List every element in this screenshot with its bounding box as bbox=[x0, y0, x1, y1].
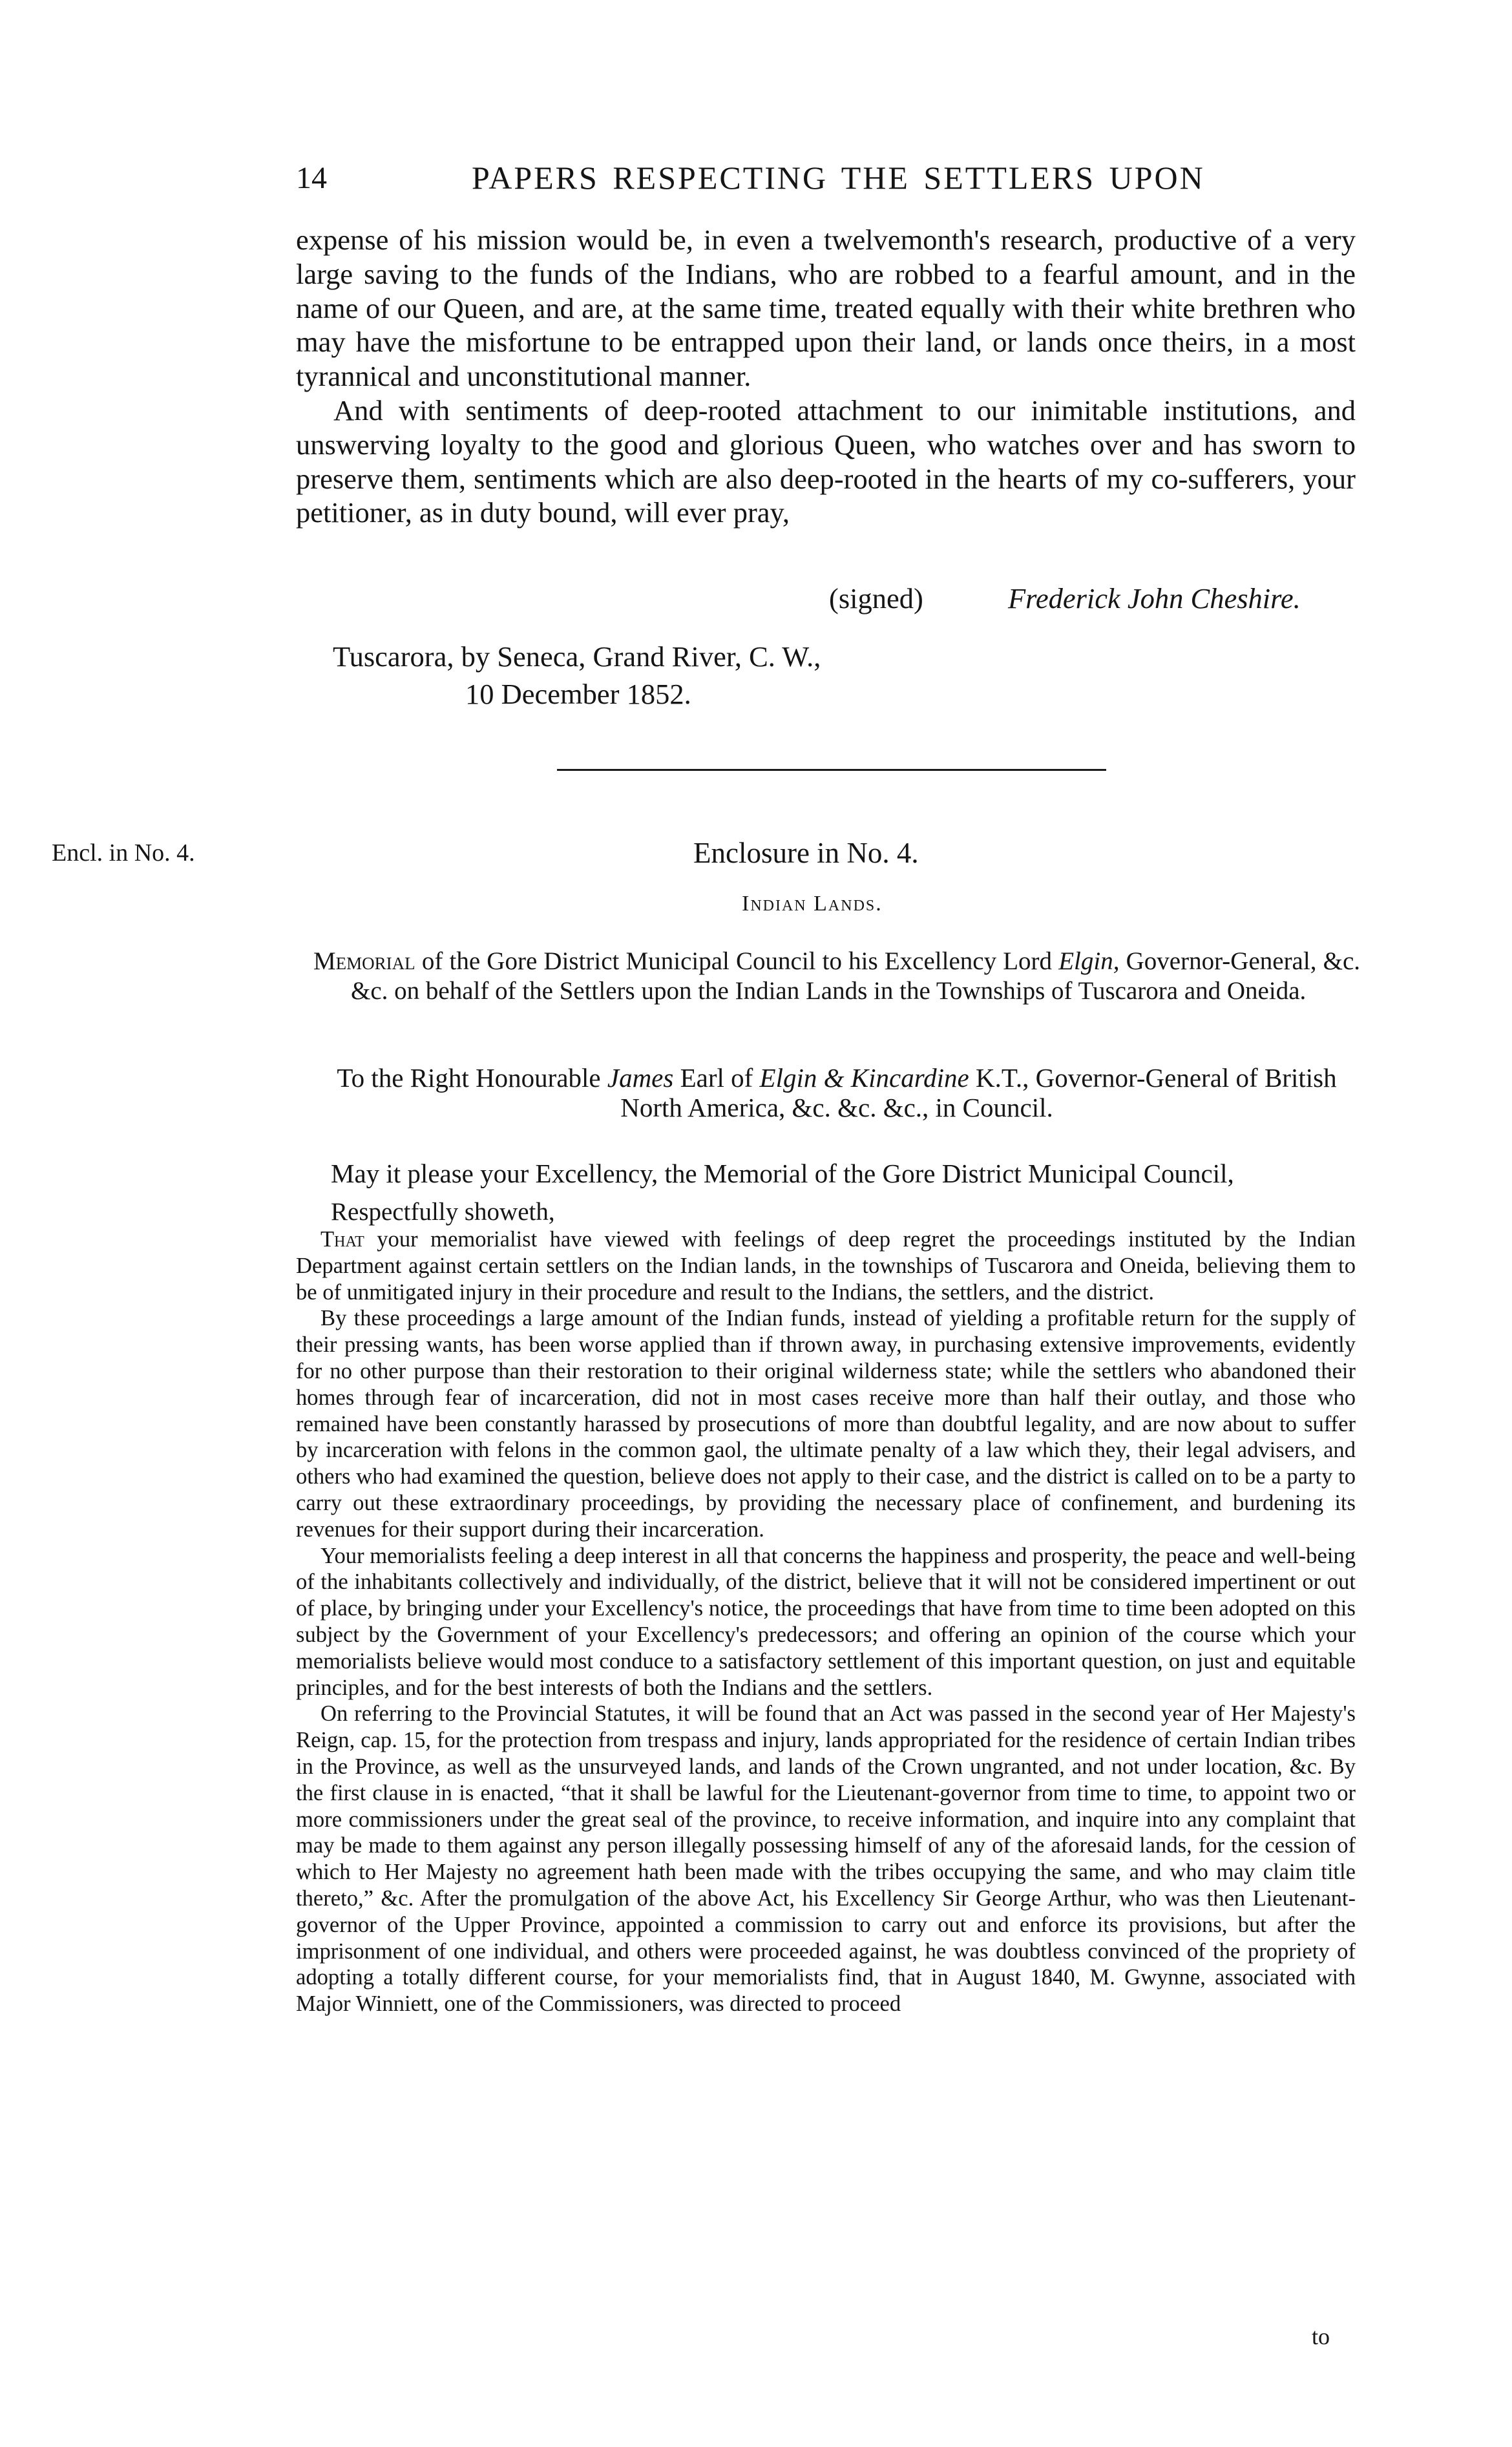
section-divider bbox=[557, 769, 1106, 771]
memorial-lead-word: Memorial bbox=[313, 947, 415, 975]
memorial-title bbox=[313, 947, 1360, 1006]
memorial-paragraph: By these proceedings a large amount of the Indian funds, instead of yielding a profitable return for the supply of their pressing wants, has been worse applied than if thrown away, in purchasing extensive improvements, evidently for no other purpose than their restoration to their original wilderness state; while the settlers who abandoned their homes through fear of incarceration, did not in most cases receive more than half their outlay, and those who remained have been constantly harassed by prosecutions of more than doubtful legality, and are now about to suffer by incarceration with felons in the common gaol, the ultimate penalty of a law which they, their legal advisers, and others who had examined the question, believe does not apply to their case, and the district is called on to be a party to carry out these extraordinary proceedings, by providing the necessary place of confinement, and burdening its revenues for their support during their incarceration. bbox=[296, 1306, 1356, 1542]
memorial-paragraph-text: your memorialist have viewed with feelings of deep regret the proceedings instituted by the Indian Department against certain settlers on the Indian lands, in the townships of Tuscarora and Oneida, believing them to be of unmitigated injury in their procedure and result to the Indians, the settlers, and the district. bbox=[296, 1227, 1356, 1305]
running-head: PAPERS RESPECTING THE SETTLERS UPON bbox=[472, 160, 1205, 196]
address-name: James bbox=[607, 1063, 674, 1093]
petition-paragraph: And with sentiments of deep-rooted attachment to our inimitable institutions, and unswerving loyalty to the good and glorious Queen, who watches over and has sworn to preserve them, sentiments which are also deep-rooted in the hearts of my co-sufferers, your petitioner, as in duty bound, will ever pray, bbox=[296, 394, 1356, 529]
memorial-paragraph: On referring to the Provincial Statutes, it will be found that an Act was passed in the second year of Her Majesty's Reign, cap. 15, for the protection from trespass and injury, lands appropriated for the residence of certain Indian tribes in the Province, as well as the unsurveyed lands, and lands of the Crown ungranted, and not under location, &c. By the first clause in is enacted, “that it shall be lawful for the Lieutenant-governor from time to time, to appoint two or more commissioners under the great seal of the province, to receive information, and inquire into any complaint that may be made to them against any person illegally possessing himself of any of the aforesaid lands, for the cession of which to Her Majesty no agreement hath been made with the tribes occupying the same, and who may claim title thereto,” &c. After the promulgation of the above Act, his Excellency Sir George Arthur, who was then Lieutenant-governor of the Upper Province, appointed a commission to carry out and enforce its provisions, but after the imprisonment of one individual, and others were proceeded against, he was doubtless convinced of the propriety of adopting a totally different course, for your memorialists find, that in August 1840, M. Gwynne, associated with Major Winniett, one of the Commissioners, was directed to proceed bbox=[296, 1701, 1356, 2017]
margin-note: Encl. in No. 4. bbox=[52, 839, 195, 866]
address-text: To the Right Honourable bbox=[337, 1063, 607, 1093]
memorial-showeth: Respectfully showeth, bbox=[331, 1198, 555, 1226]
memorial-title-text: of the Gore District Municipal Council to his Excellency Lord bbox=[415, 947, 1059, 975]
address bbox=[313, 1063, 1360, 1122]
signature: Frederick John Cheshire. bbox=[1008, 582, 1301, 614]
enclosure-heading: Enclosure in No. 4. bbox=[693, 837, 919, 869]
memorial-title-text: Governor-General, &c. &c. on behalf of the Settlers upon the Indian Lands in the Townships of Tuscarora and Oneida. bbox=[351, 947, 1361, 1005]
place-line: Tuscarora, by Seneca, Grand River, C. W., bbox=[333, 640, 821, 673]
memorial-body bbox=[296, 1226, 1356, 2017]
memorial-paragraph bbox=[296, 1226, 1356, 1305]
memorial-lead-word: That bbox=[320, 1227, 364, 1252]
memorial-title-name: Elgin, bbox=[1058, 947, 1120, 975]
address-text: Earl of bbox=[673, 1063, 760, 1093]
subject-heading: Indian Lands. bbox=[742, 892, 883, 916]
catchword: to bbox=[1312, 2324, 1330, 2349]
petition-text bbox=[296, 223, 1356, 530]
date-line: 10 December 1852. bbox=[465, 678, 691, 710]
page-number: 14 bbox=[296, 161, 327, 195]
memorial-paragraph: Your memorialists feeling a deep interest in all that concerns the happiness and prosperity, the peace and well-being of the inhabitants collectively and individually, of the district, believe that it will not be considered impertinent or out of place, by bringing under your Excellency's notice, the proceedings that have from time to time been adopted on this subject by the Government of your Excellency's predecessors; and offering an opinion of the course which your memorialists believe would most conduce to a satisfactory settlement of this important question, on just and equitable principles, and for the best interests of both the Indians and the settlers. bbox=[296, 1543, 1356, 1700]
memorial-opening: May it please your Excellency, the Memorial of the Gore District Municipal Council, bbox=[331, 1159, 1234, 1188]
address-text: K.T., Governor-General of British North America, &c. &c. &c., in Council. bbox=[620, 1063, 1337, 1122]
signed-label: (signed) bbox=[829, 582, 923, 614]
petition-paragraph: expense of his mission would be, in even a twelvemonth's research, productive of a very large saving to the funds of the Indians, who are robbed to a fearful amount, and in the name of our Queen, and are, at the same time, treated equally with their white brethren who may have the misfortune to be entrapped upon their land, or lands once theirs, in a most tyrannical and unconstitutional manner. bbox=[296, 224, 1356, 393]
address-name: Elgin & Kincardine bbox=[759, 1063, 969, 1093]
